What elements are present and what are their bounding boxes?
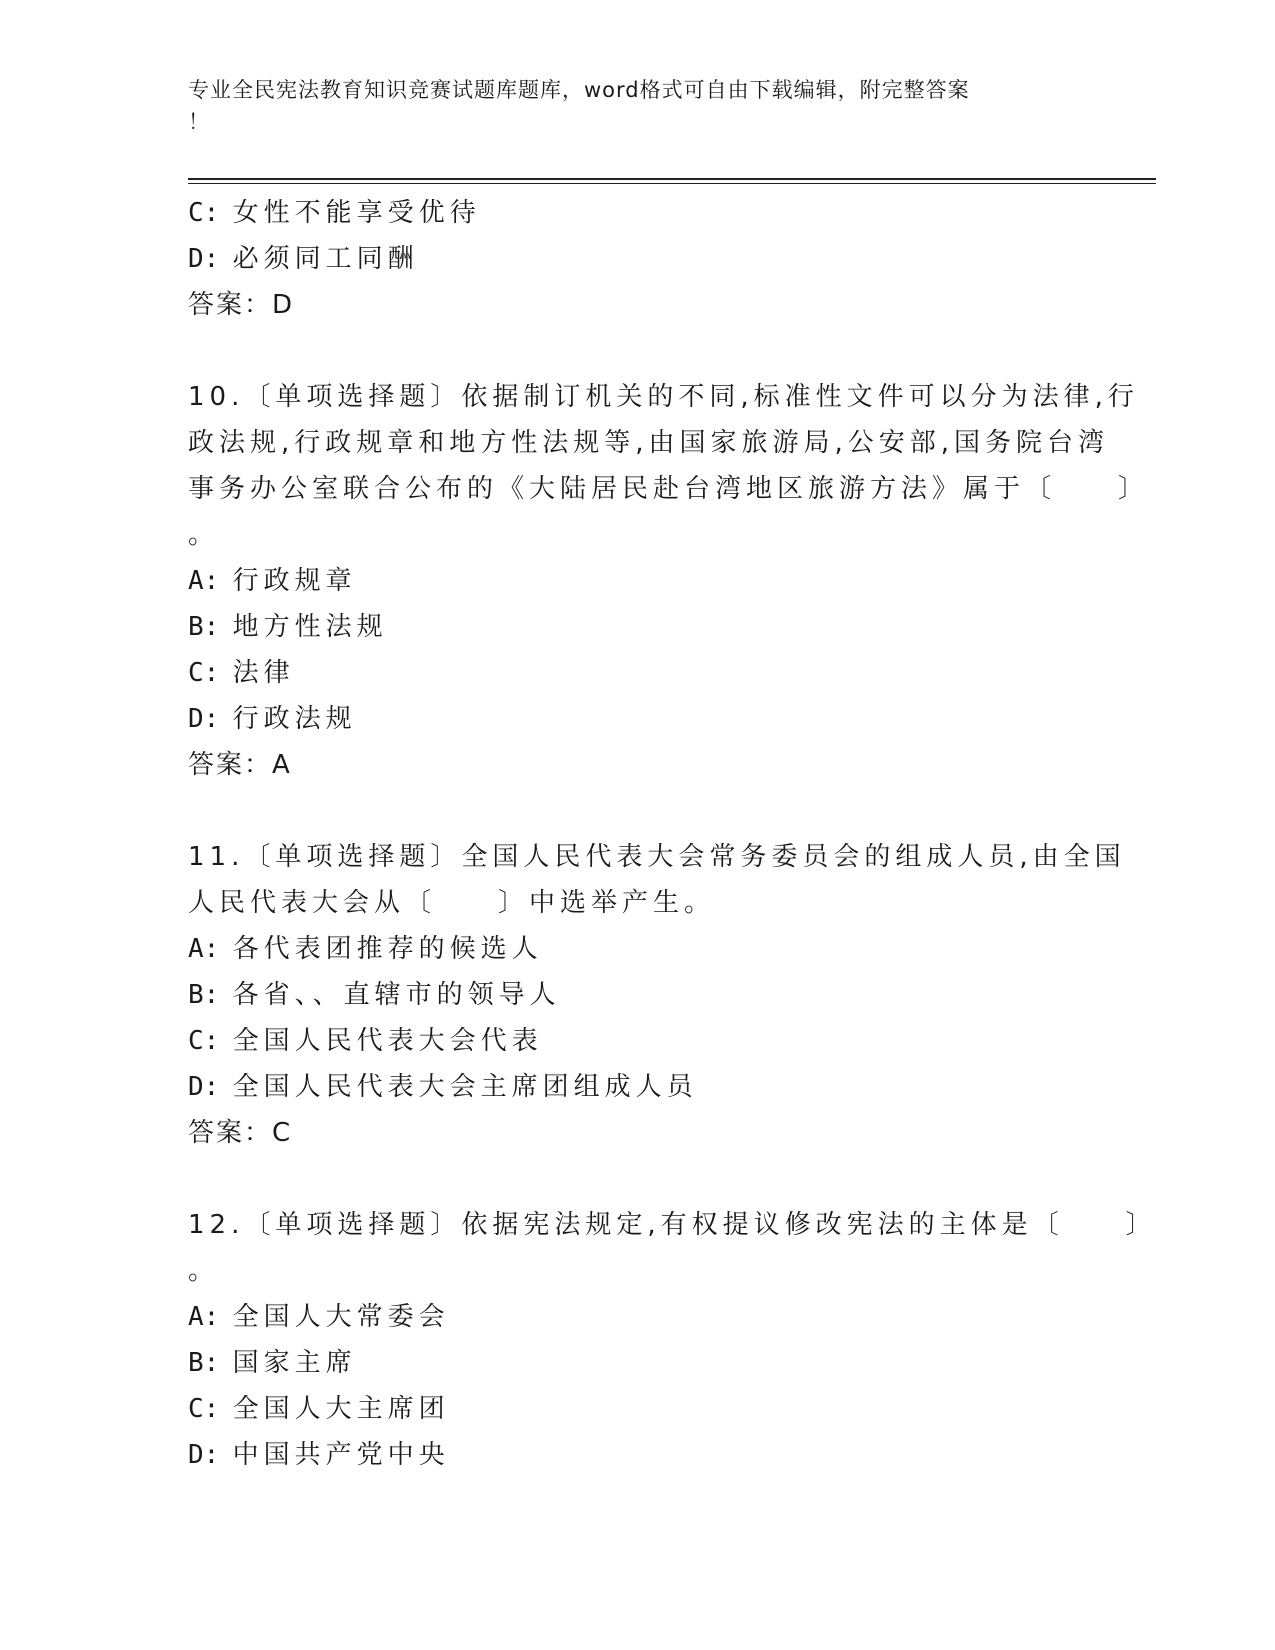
option-text: 中国共产党中央 (232, 1440, 450, 1470)
option-key: A: (188, 1302, 220, 1332)
option-key: A: (188, 934, 220, 964)
option-key: C: (188, 1394, 220, 1424)
question-stem-line: 人民代表大会从〔 〕中选举产生。 (188, 888, 716, 918)
option-text: 行政法规 (232, 704, 357, 734)
header-title-line-2: ！ (188, 110, 210, 134)
option-key: D: (188, 704, 220, 734)
option-key: D: (188, 244, 220, 274)
question-stem-line: 10.〔单项选择题〕依据制订机关的不同,标准性文件可以分为法律,行 (188, 382, 1139, 412)
option-key: D: (188, 1072, 220, 1102)
option-row (188, 972, 1088, 1018)
option-row (188, 1294, 1088, 1340)
option-text: 女性不能享受优待 (232, 198, 481, 228)
option-text: 国家主席 (232, 1348, 357, 1378)
header-divider-thick (188, 178, 1156, 180)
option-text: 全国人大常委会 (232, 1302, 450, 1332)
option-row (188, 1018, 1088, 1064)
option-row (188, 190, 1088, 236)
question-stem (188, 374, 1150, 558)
option-row (188, 650, 1088, 696)
header-divider-thin (188, 183, 1156, 184)
option-row (188, 926, 1088, 972)
option-text: 各省、、直辖市的领导人 (232, 980, 561, 1010)
option-row (188, 558, 1088, 604)
question-block-10 (188, 374, 1150, 788)
option-key: B: (188, 980, 220, 1010)
question-stem-line: 。 (188, 1256, 220, 1286)
answer-line: 答案：A (188, 750, 292, 780)
option-key: C: (188, 1026, 220, 1056)
option-row (188, 604, 1088, 650)
option-row (188, 1386, 1088, 1432)
document-header (188, 74, 1088, 138)
option-key: C: (188, 198, 220, 228)
option-row (188, 696, 1088, 742)
option-key: B: (188, 1348, 220, 1378)
option-text: 全国人民代表大会主席团组成人员 (232, 1072, 698, 1102)
option-text: 全国人大主席团 (232, 1394, 450, 1424)
question-stem-line: 政法规,行政规章和地方性法规等,由国家旅游局,公安部,国务院台湾 (188, 428, 1110, 458)
question-block-12 (188, 1202, 1157, 1478)
spacer (188, 1156, 1088, 1202)
header-title-line-1: 专业全民宪法教育知识竞赛试题库题库，word格式可自由下载编辑，附完整答案 (188, 78, 970, 102)
question-block-11 (188, 834, 1126, 1156)
spacer (188, 788, 1088, 834)
option-key: D: (188, 1440, 220, 1470)
option-row (188, 236, 1088, 282)
prev-question-block (188, 190, 1088, 328)
question-stem-line: 事务办公室联合公布的《大陆居民赴台湾地区旅游方法》属于〔 〕 (188, 474, 1150, 504)
question-stem (188, 834, 1126, 926)
question-stem (188, 1202, 1157, 1294)
option-text: 全国人民代表大会代表 (232, 1026, 543, 1056)
question-content (188, 190, 1157, 1478)
option-text: 法律 (232, 658, 295, 688)
option-key: C: (188, 658, 220, 688)
answer-line: 答案：C (188, 1118, 293, 1148)
answer-line: 答案：D (188, 290, 295, 320)
option-text: 地方性法规 (232, 612, 388, 642)
option-text: 各代表团推荐的候选人 (232, 934, 543, 964)
question-stem-line: 12.〔单项选择题〕依据宪法规定,有权提议修改宪法的主体是〔 〕 (188, 1210, 1157, 1240)
option-row (188, 1340, 1088, 1386)
option-text: 必须同工同酬 (232, 244, 419, 274)
question-stem-line: 11.〔单项选择题〕全国人民代表大会常务委员会的组成人员,由全国 (188, 842, 1126, 872)
option-key: A: (188, 566, 220, 596)
spacer (188, 328, 1088, 374)
option-row (188, 1432, 1088, 1478)
option-text: 行政规章 (232, 566, 357, 596)
option-key: B: (188, 612, 220, 642)
question-stem-line: 。 (188, 520, 220, 550)
option-row (188, 1064, 1088, 1110)
